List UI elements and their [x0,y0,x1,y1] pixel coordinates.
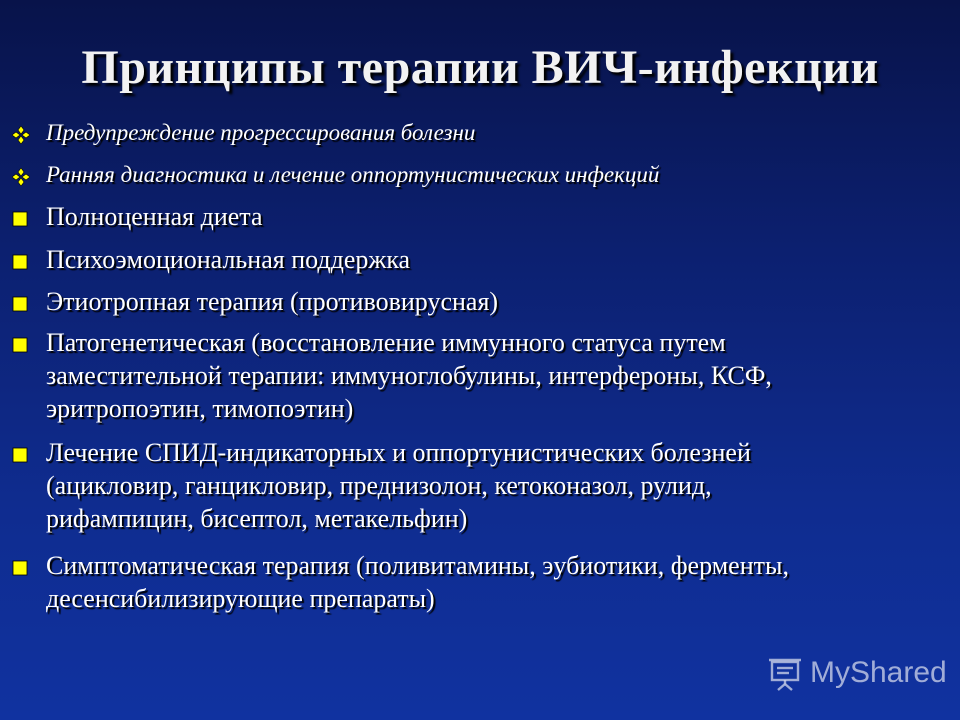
list-item-text: Психоэмоциональная поддержка [46,245,411,274]
list-item-text-line: Симптоматическая терапия (поливитамины, эубиотики, ферменты, [46,551,789,580]
list-item-text-line: эритропоэтин, тимопоэтин) [46,394,354,423]
square-icon [12,337,32,357]
square-icon [12,560,32,580]
list-item-text-line: (ацикловир, ганцикловир, преднизолон, кетоконазол, рулид, [46,471,712,500]
square-icon [12,296,32,316]
presentation-board-icon [766,654,804,697]
myshared-watermark [764,652,947,696]
slide-title: Принципы терапии ВИЧ-инфекции [81,41,879,94]
diamond-icon [12,168,32,188]
watermark-text: MyShared [810,656,947,689]
list-item-text: Ранняя диагностика и лечение оппортунистических инфекций [46,162,660,187]
list-item-text-line: заместительной терапии: иммуноглобулины, интерфероны, КСФ, [46,361,772,390]
list-item-text: Этиотропная терапия (противовирусная) [46,287,499,316]
square-icon [12,254,32,274]
square-icon [12,447,32,467]
list-item-text-line: рифампицин, бисептол, метакельфин) [46,504,468,533]
list-item-text: Полноценная диета [46,202,263,231]
list-item-text-line: Лечение СПИД-индикаторных и оппортунистических болезней [46,438,751,467]
diamond-icon [12,126,32,146]
list-item-text: Предупреждение прогрессирования болезни [46,120,476,145]
square-icon [12,211,32,231]
list-item-text-line: Патогенетическая (восстановление иммунного статуса путем [46,328,726,357]
list-item-text-line: десенсибилизирующие препараты) [46,584,435,613]
